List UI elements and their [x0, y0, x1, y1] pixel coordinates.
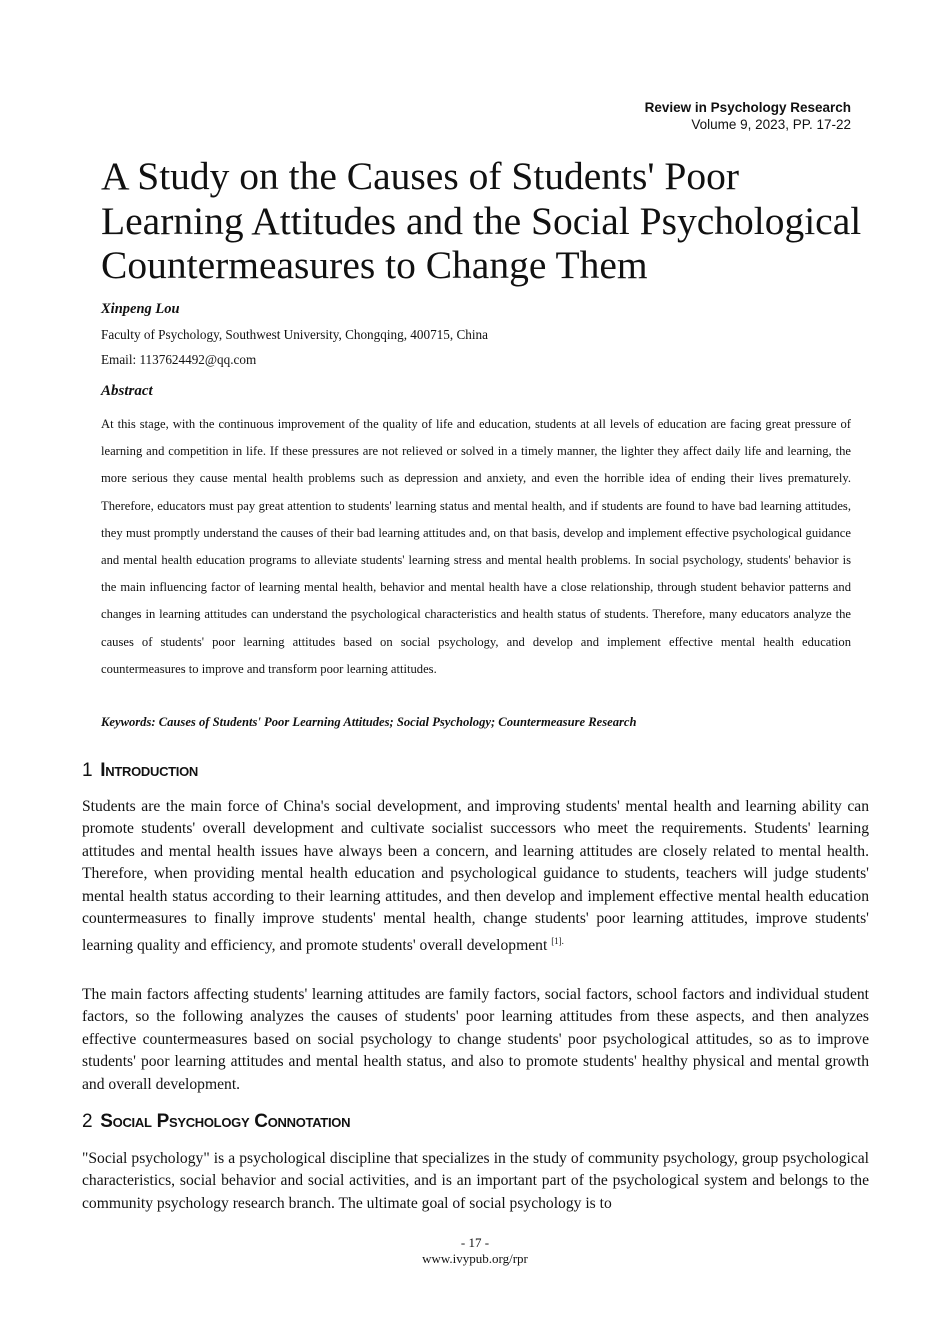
- section-number: 2: [82, 1111, 93, 1132]
- section-title: Introduction: [100, 760, 199, 781]
- section-heading-introduction: [82, 760, 198, 782]
- paragraph-text: Students are the main force of China's social development, and improving students' mental health and learning ability can promote students' overall development and cultivate socialist successors who meet the requirements. Students' learning attitudes and mental health issues have always been a concern, and learning attitudes are closely related to mental health. Therefore, when providing mental health education and psychological guidance to students, teachers will judge students' mental health status according to their learning attitudes, and then develop and implement effective mental health education countermeasures to finally improve students' mental health, change students' poor learning attitudes, improve students' learning quality and efficiency, and promote students' overall development: [82, 798, 869, 955]
- abstract-text: At this stage, with the continuous improvement of the quality of life and education, students at all levels of education are facing great pressure of learning and competition in life. If these pressures are not relieved or solved in a timely manner, the lighter they affect daily life and learning, the more serious they cause mental health problems such as depression and anxiety, and even the horrible idea of ending their lives prematurely. Therefore, educators must pay great attention to students' learning status and mental health, and if students are found to have bad learning attitudes, they must promptly understand the causes of their bad learning attitudes and, on that basis, develop and implement effective psychological guidance and mental health education programs to alleviate students' learning stress and mental health problems. In social psychology, students' behavior is the main influencing factor of learning mental health, behavior and mental health have a close relationship, through student behavior patterns and changes in learning attitudes can understand the psychological characteristics and health status of students. Therefore, many educators analyze the causes of students' poor learning attitudes based on social psychology, and develop and implement effective mental health education countermeasures to improve and transform poor learning attitudes.: [101, 417, 851, 676]
- body-paragraph: "Social psychology" is a psychological discipline that specializes in the study of community psychology, group psychological characteristics, social behavior and social activities, and is an important part of the psychological system and belongs to the community psychology research branch. The ultimate goal of social psychology is to: [82, 1150, 869, 1212]
- journal-name: Review in Psychology Research: [644, 100, 851, 115]
- paper-title: A Study on the Causes of Students' Poor Learning Attitudes and the Social Psychological Countermeasures to Change Them: [101, 154, 862, 287]
- section-title: Social Psychology Connotation: [100, 1111, 351, 1132]
- journal-header: [645, 99, 851, 133]
- author-name: Xinpeng Lou: [101, 301, 180, 317]
- body-paragraph: [82, 796, 869, 958]
- page-footer: [0, 1235, 950, 1267]
- page-number: - 17 -: [460, 1235, 490, 1250]
- keywords: Keywords: Causes of Students' Poor Learning Attitudes; Social Psychology; Countermeasure Research: [101, 715, 637, 729]
- author-email: Email: 1137624492@qq.com: [101, 352, 257, 367]
- footer-url[interactable]: www.ivypub.org/rpr: [422, 1251, 528, 1266]
- abstract-heading: Abstract: [101, 383, 153, 399]
- author-affiliation: Faculty of Psychology, Southwest University, Chongqing, 400715, China: [101, 327, 488, 342]
- section-number: 1: [82, 760, 93, 781]
- citation-ref: [1].: [551, 936, 564, 947]
- journal-volume: Volume 9, 2023, PP. 17-22: [691, 117, 851, 132]
- section-heading-social-psychology-connotation: [82, 1111, 350, 1133]
- body-paragraph: The main factors affecting students' learning attitudes are family factors, social factors, school factors and individual student factors, so the following analyzes the causes of students' poor learning attitudes from these aspects, and then analyzes effective countermeasures based on social psychology to change students' poor psychological attitudes, so as to improve students' poor learning attitudes and mental health status, and also to promote students' healthy physical and mental growth and overall development.: [82, 986, 869, 1093]
